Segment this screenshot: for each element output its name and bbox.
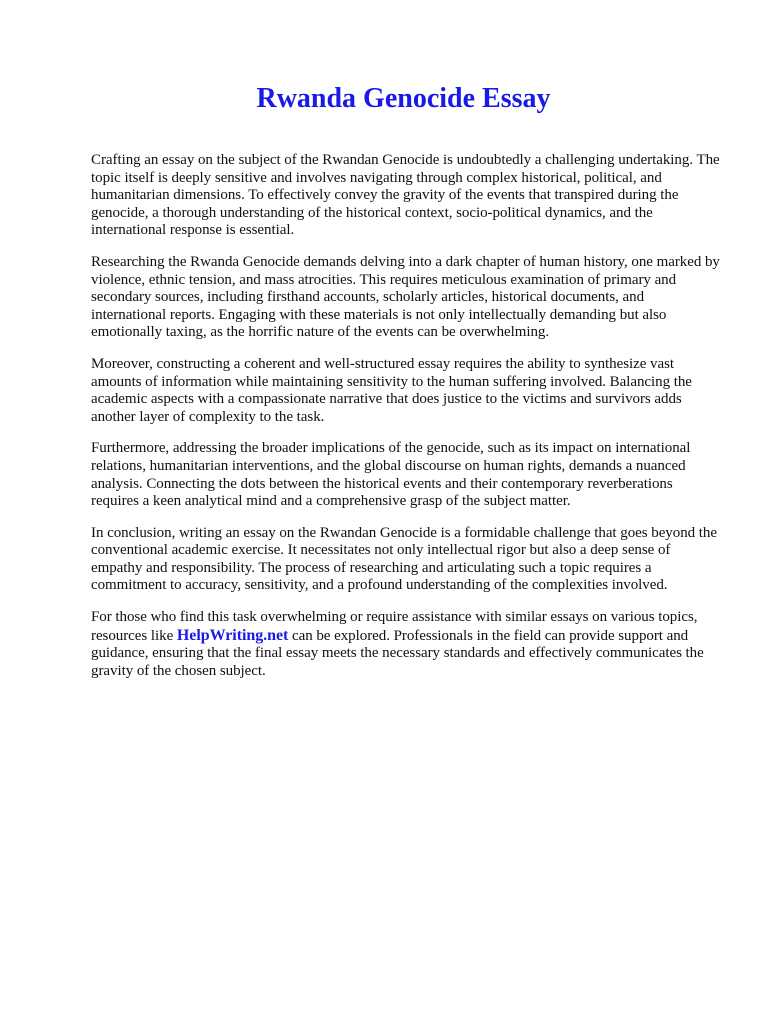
resources-text-after-link: can be explored. Professionals in the field can provide support and guidance, ensuring that the final essay meets the necessary standards and effectively communicates the gravity of the chosen subject.	[91, 627, 704, 679]
paragraph-intro: Crafting an essay on the subject of the Rwandan Genocide is undoubtedly a challenging undertaking. The topic itself is deeply sensitive and involves navigating through complex historical, political, and humanitarian dimensions. To effectively convey the gravity of the events that transpired during the genocide, a thorough understanding of the historical context, socio-political dynamics, and the international response is essential.	[91, 152, 720, 239]
page-title: Rwanda Genocide Essay	[256, 83, 551, 114]
resources-text-before-link: For those who find this task overwhelming or require assistance with similar essays on various topics, resources like	[91, 609, 698, 644]
paragraph-structure: Moreover, constructing a coherent and well-structured essay requires the ability to synthesize vast amounts of information while maintaining sensitivity to the human suffering involved. Balancing the academic aspects with a compassionate narrative that does justice to the victims and survivors adds another layer of complexity to the task.	[91, 355, 692, 425]
paragraph-implications: Furthermore, addressing the broader implications of the genocide, such as its impact on international relations, humanitarian interventions, and the global discourse on human rights, demands a nuanced analysis. Connecting the dots between the historical events and their contemporary reverberations requires a keen analytical mind and a comprehensive grasp of the subject matter.	[91, 440, 691, 510]
paragraph-conclusion: In conclusion, writing an essay on the Rwandan Genocide is a formidable challenge that goes beyond the conventional academic exercise. It necessitates not only intellectual rigor but also a deep sense of empathy and responsibility. The process of researching and articulating such a topic requires a commitment to accuracy, sensitivity, and a profound understanding of the complexities involved.	[91, 524, 717, 594]
helpwriting-link[interactable]: HelpWriting.net	[176, 626, 289, 644]
paragraph-research: Researching the Rwanda Genocide demands delving into a dark chapter of human history, one marked by violence, ethnic tension, and mass atrocities. This requires meticulous examination of primary and secondary sources, including firsthand accounts, scholarly articles, historical documents, and international reports. Engaging with these materials is not only intellectually demanding but also emotionally taxing, as the horrific nature of the events can be overwhelming.	[91, 253, 720, 341]
paragraph-resources	[91, 609, 720, 680]
